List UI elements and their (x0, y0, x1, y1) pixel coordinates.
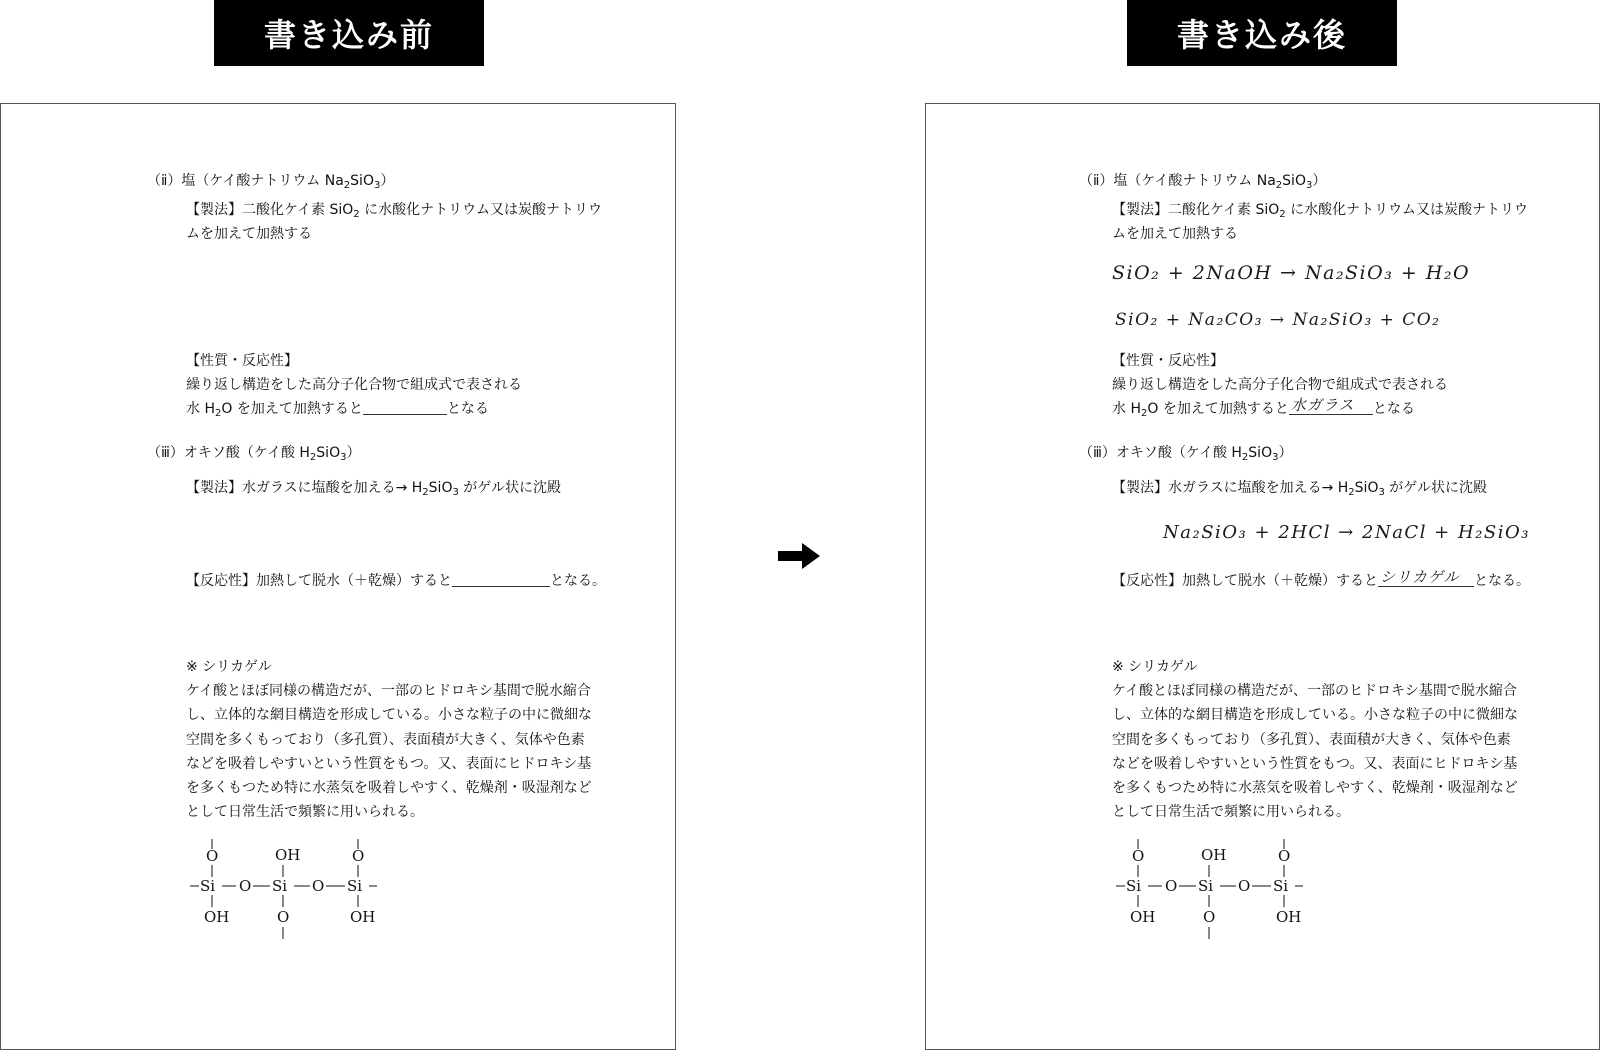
page-before (0, 103, 676, 1050)
property-line-2: 水 $H_2O$ を加えて加熱すると となる (186, 401, 489, 419)
right-arrow-icon (778, 540, 820, 572)
silica-gel-structure (187, 837, 397, 957)
struct-o-bridge-1: O (239, 877, 252, 895)
struct-o-top-right: O (1278, 847, 1291, 865)
handwritten-answer-2: シリカゲル (1380, 568, 1460, 586)
property-heading: 【性質・反応性】 (186, 353, 298, 369)
handwritten-equation-2: SiO₂ + Na₂CO₃ → Na₂SiO₃ + CO₂ (1115, 310, 1441, 330)
reaction-line: 【反応性】加熱して脱水（＋乾燥）すると となる。 (186, 573, 606, 589)
handwritten-answer-1: 水ガラス (1290, 396, 1355, 414)
section-iii-heading: （ⅲ）オキソ酸（ケイ酸 $H_2SiO_3$） (147, 445, 361, 463)
filled-blank-1 (1289, 396, 1373, 415)
struct-si-mid: Si (1198, 877, 1214, 895)
note-heading: ※ シリカゲル (1112, 659, 1198, 675)
section-ii-heading: （ⅱ）塩（ケイ酸ナトリウム $Na_2SiO_3$） (147, 173, 395, 191)
section-ii-heading: （ⅱ）塩（ケイ酸ナトリウム $Na_2SiO_3$） (1079, 173, 1327, 191)
note-line: し、立体的な網目構造を形成している。小さな粒子の中に微細な (1112, 707, 1518, 723)
struct-oh-bottom-right: OH (350, 908, 376, 926)
struct-si-left: Si (200, 877, 216, 895)
struct-o-bottom-mid: O (1203, 908, 1216, 926)
seiho-line-1: 【製法】二酸化ケイ素 SiO$_2$ に水酸化ナトリウム又は炭酸ナトリウ (186, 202, 602, 220)
filled-blank-2 (1378, 568, 1474, 587)
after-banner: 書き込み後 (1127, 0, 1397, 66)
note-line: として日常生活で頻繁に用いられる。 (1112, 804, 1350, 820)
handwritten-equation-1: SiO₂ + 2NaOH → Na₂SiO₃ + H₂O (1112, 262, 1471, 284)
note-line: を多くもつため特に水蒸気を吸着しやすく、乾燥剤・吸湿剤など (1112, 780, 1518, 796)
page-after (925, 103, 1600, 1050)
note-line: などを吸着しやすいという性質をもつ。又、表面にヒドロキシ基 (186, 756, 592, 772)
seiho-line-1: 【製法】二酸化ケイ素 SiO$_2$ に水酸化ナトリウム又は炭酸ナトリウ (1112, 202, 1528, 220)
note-line: を多くもつため特に水蒸気を吸着しやすく、乾燥剤・吸湿剤など (186, 780, 592, 796)
note-line: 空間を多くもっており（多孔質）、表面積が大きく、気体や色素 (186, 732, 585, 748)
struct-o-bottom-mid: O (277, 908, 290, 926)
seiho-line-2: ムを加えて加熱する (1112, 226, 1238, 242)
note-line: として日常生活で頻繁に用いられる。 (186, 804, 424, 820)
reaction-line: 【反応性】加熱して脱水（＋乾燥）すると シリカゲル となる。 (1112, 568, 1530, 589)
struct-si-right: Si (347, 877, 363, 895)
struct-oh-bottom-right: OH (1276, 908, 1302, 926)
property-line-1: 繰り返し構造をした高分子化合物で組成式で表される (1112, 377, 1448, 393)
struct-oh-top-mid: OH (275, 846, 301, 864)
struct-si-left: Si (1126, 877, 1142, 895)
struct-o-top-left: O (206, 847, 219, 865)
note-heading: ※ シリカゲル (186, 659, 272, 675)
property-heading: 【性質・反応性】 (1112, 353, 1224, 369)
note-line: ケイ酸とほぼ同様の構造だが、一部のヒドロキシ基間で脱水縮合 (1112, 683, 1517, 699)
property-line-2: 水 $H_2O$ を加えて加熱すると 水ガラス となる (1112, 396, 1415, 419)
seiho-line-2: ムを加えて加熱する (186, 226, 312, 242)
blank-1 (363, 401, 447, 415)
note-line: などを吸着しやすいという性質をもつ。又、表面にヒドロキシ基 (1112, 756, 1518, 772)
struct-o-bridge-2: O (1238, 877, 1251, 895)
seiho2-line: 【製法】水ガラスに塩酸を加える→ $H_2SiO_3$ がゲル状に沈殿 (1112, 480, 1488, 498)
struct-si-mid: Si (272, 877, 288, 895)
seiho2-line: 【製法】水ガラスに塩酸を加える→ $H_2SiO_3$ がゲル状に沈殿 (186, 480, 562, 498)
note-line: 空間を多くもっており（多孔質）、表面積が大きく、気体や色素 (1112, 732, 1511, 748)
struct-si-right: Si (1273, 877, 1289, 895)
blank-2 (452, 573, 550, 587)
struct-oh-top-mid: OH (1201, 846, 1227, 864)
before-banner: 書き込み前 (214, 0, 484, 66)
struct-o-bridge-2: O (312, 877, 325, 895)
struct-oh-bottom-left: OH (204, 908, 230, 926)
struct-oh-bottom-left: OH (1130, 908, 1156, 926)
note-line: し、立体的な網目構造を形成している。小さな粒子の中に微細な (186, 707, 592, 723)
silica-gel-structure (1113, 837, 1323, 957)
struct-o-top-left: O (1132, 847, 1145, 865)
struct-o-top-right: O (352, 847, 365, 865)
property-line-1: 繰り返し構造をした高分子化合物で組成式で表される (186, 377, 522, 393)
handwritten-equation-3: Na₂SiO₃ + 2HCl → 2NaCl + H₂SiO₃ (1163, 522, 1530, 543)
section-iii-heading: （ⅲ）オキソ酸（ケイ酸 $H_2SiO_3$） (1079, 445, 1293, 463)
struct-o-bridge-1: O (1165, 877, 1178, 895)
note-line: ケイ酸とほぼ同様の構造だが、一部のヒドロキシ基間で脱水縮合 (186, 683, 591, 699)
